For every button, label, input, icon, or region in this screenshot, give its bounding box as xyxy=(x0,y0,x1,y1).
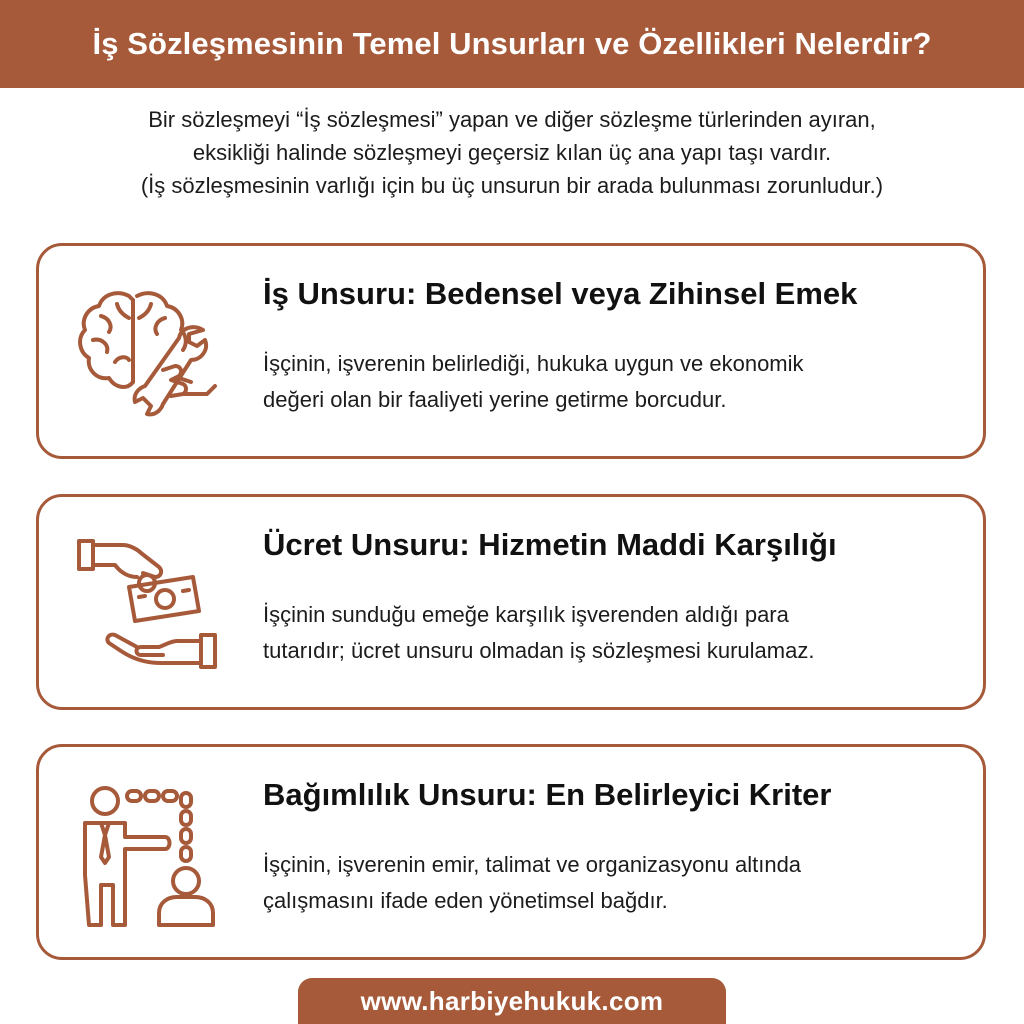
chained-person-icon xyxy=(67,775,227,935)
brain-wrench-icon xyxy=(67,274,227,434)
card-bagimlilik-unsuru xyxy=(36,744,986,960)
card-title: Bağımlılık Unsuru: En Belirleyici Kriter xyxy=(263,777,832,812)
money-exchange-icon xyxy=(67,525,227,685)
card-desc-line-2: tutarıdır; ücret unsuru olmadan iş sözleşmesi kurulamaz. xyxy=(263,638,815,663)
card-title: Ücret Unsuru: Hizmetin Maddi Karşılığı xyxy=(263,527,837,562)
page-title: İş Sözleşmesinin Temel Unsurları ve Özellikleri Nelerdir? xyxy=(92,26,932,61)
card-desc-line-1: İşçinin, işverenin emir, talimat ve organizasyonu altında xyxy=(263,852,802,877)
card-title: İş Unsuru: Bedensel veya Zihinsel Emek xyxy=(263,276,858,311)
card-is-unsuru xyxy=(36,243,986,459)
intro-line-3: (İş sözleşmesinin varlığı için bu üç unsurun bir arada bulunması zorunludur.) xyxy=(140,173,884,198)
card-desc-line-2: çalışmasını ifade eden yönetimsel bağdır. xyxy=(263,888,668,913)
website-footer xyxy=(298,978,726,1024)
website-link[interactable]: www.harbiyehukuk.com xyxy=(360,985,664,1016)
intro-text xyxy=(0,103,1024,202)
card-desc-line-1: İşçinin sunduğu emeğe karşılık işverenden aldığı para xyxy=(263,602,789,627)
card-desc-line-2: değeri olan bir faaliyeti yerine getirme borcudur. xyxy=(263,387,727,412)
card-description xyxy=(263,346,963,418)
card-description xyxy=(263,847,963,919)
card-desc-line-1: İşçinin, işverenin belirlediği, hukuka uygun ve ekonomik xyxy=(263,351,804,376)
intro-line-2: eksikliği halinde sözleşmeyi geçersiz kılan üç ana yapı taşı vardır. xyxy=(192,140,832,165)
card-description xyxy=(263,597,963,669)
intro-line-1: Bir sözleşmeyi “İş sözleşmesi” yapan ve diğer sözleşme türlerinden ayıran, xyxy=(148,107,876,132)
title-banner xyxy=(0,0,1024,88)
card-ucret-unsuru xyxy=(36,494,986,710)
